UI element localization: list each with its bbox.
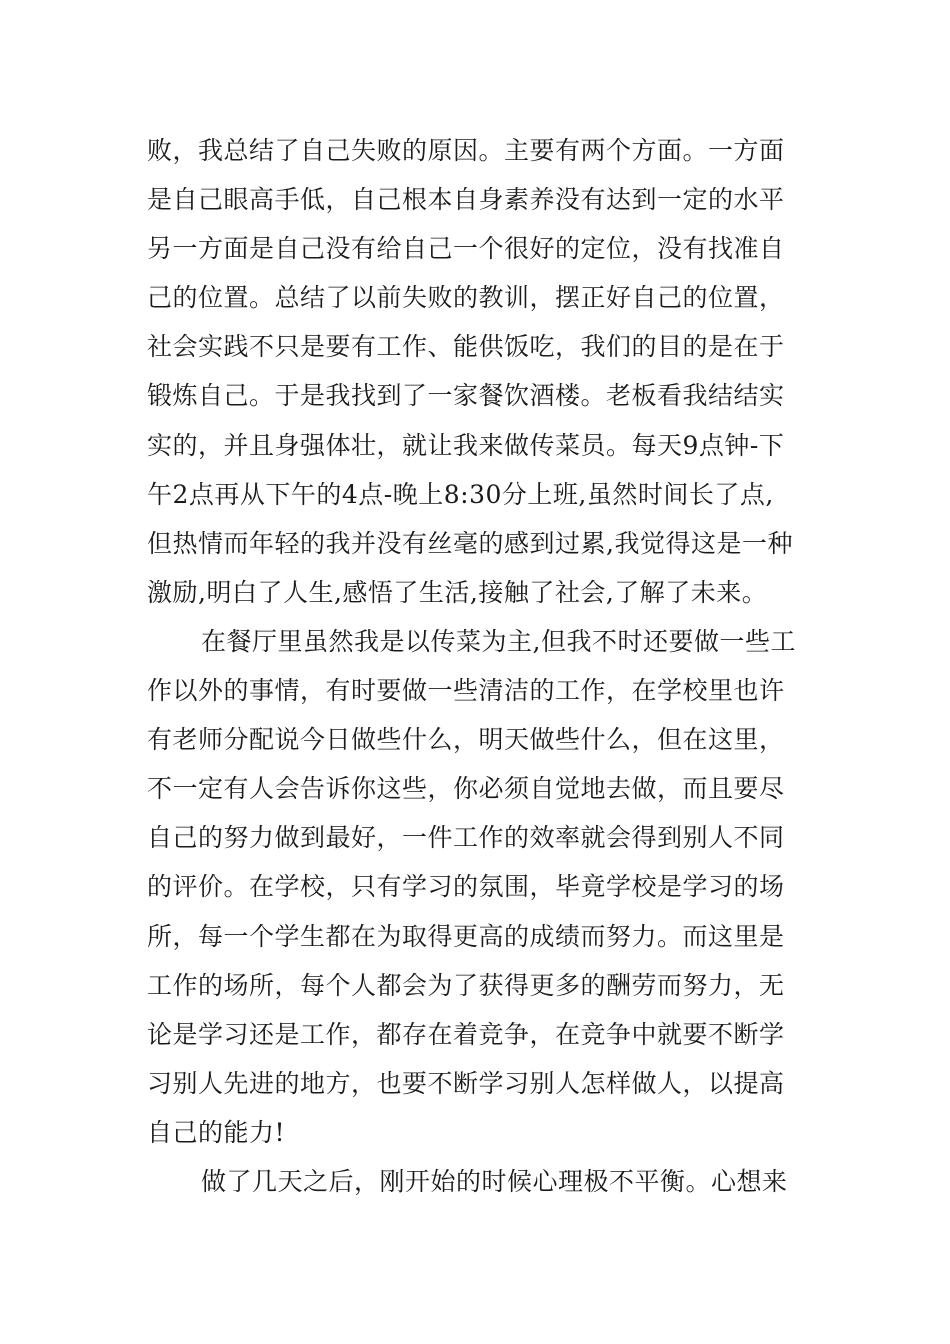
text-line: 论是学习还是工作，都存在着竞争，在竞争中就要不断学 xyxy=(147,1019,785,1049)
text-line: 但热情而年轻的我并没有丝毫的感到过累,我觉得这是一种 xyxy=(147,528,793,558)
text-line: 社会实践不只是要有工作、能供饭吃，我们的目的是在于 xyxy=(147,332,785,362)
text-line: 有老师分配说今日做些什么，明天做些什么，但在这里， xyxy=(147,725,785,755)
text-line: 实的，并且身强体壮，就让我来做传菜员。每天9点钟-下 xyxy=(147,430,785,460)
text-line: 自己的能力! xyxy=(147,1117,286,1147)
text-line: 败，我总结了自己失败的原因。主要有两个方面。一方面 xyxy=(147,136,785,165)
paragraph-first-line: 在餐厅里虽然我是以传菜为主,但我不时还要做一些工 xyxy=(201,626,796,656)
text-line: 另一方面是自己没有给自己一个很好的定位，没有找准自 xyxy=(147,234,785,264)
text-line: 自己的努力做到最好，一件工作的效率就会得到别人不同 xyxy=(147,823,785,853)
text-line: 不一定有人会告诉你这些，你必须自觉地去做，而且要尽 xyxy=(147,774,785,804)
text-line: 习别人先进的地方，也要不断学习别人怎样做人，以提高 xyxy=(147,1068,785,1098)
text-line: 的评价。在学校，只有学习的氛围，毕竟学校是学习的场 xyxy=(147,872,785,902)
text-line: 激励,明白了人生,感悟了生活,接触了社会,了解了未来。 xyxy=(147,577,768,607)
text-line: 作以外的事情，有时要做一些清洁的工作，在学校里也许 xyxy=(147,676,785,706)
text-line: 是自己眼高手低，自己根本自身素养没有达到一定的水平 xyxy=(147,185,785,215)
paragraph-first-line: 做了几天之后，刚开始的时候心理极不平衡。心想来 xyxy=(201,1166,788,1196)
text-line: 所，每一个学生都在为取得更高的成绩而努力。而这里是 xyxy=(147,921,785,951)
text-line: 工作的场所，每个人都会为了获得更多的酬劳而努力，无 xyxy=(147,970,785,1000)
text-line: 午2点再从下午的4点-晚上8:30分上班,虽然时间长了点, xyxy=(147,479,774,509)
text-line: 己的位置。总结了以前失败的教训，摆正好自己的位置， xyxy=(147,283,785,313)
text-line: 锻炼自己。于是我找到了一家餐饮酒楼。老板看我结结实 xyxy=(147,381,785,411)
body-text xyxy=(147,126,812,1206)
